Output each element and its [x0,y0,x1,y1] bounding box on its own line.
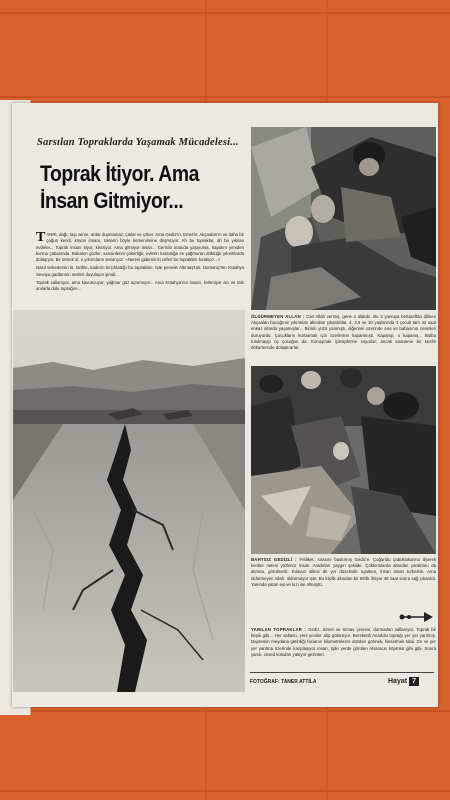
magazine-name: Hayat [388,677,408,685]
photo-credit: FOTOĞRAF: TANER ATTİLA [250,679,317,685]
credit-divider [250,672,434,673]
article-kicker: Sarsılan Topraklarda Yaşamak Mücadelesi... [37,137,239,148]
crack-photo [13,310,245,692]
caption-crowd [251,557,436,588]
intro-paragraph: Toprak sallanıyor, ama kavuncuyor, yağmur göz açtırmıyor... Ama Kütahya'nın insanı, terkmiyor acı ve tatlı anılarla dolu toprağını... [36,280,244,292]
arrow-right-icon [398,611,434,623]
caption-crowd-title: BAHTSIZ GEDİZLİ : [251,557,297,562]
caption-crack [251,627,436,658]
crowd-photo [251,366,436,554]
page-number-value: 7 [409,677,419,686]
headline-line-1: Toprak İtiyor. Ama [40,161,199,186]
caption-rescue-title: ÖLDÜRMEYEN ALLAH : [251,314,305,319]
drop-cap: T [36,230,46,245]
caption-crack-title: YARILAN TOPRAKLAR : [251,627,307,632]
caption-crack-text: Gediz, Simet ve Simav çevresi, durmadan sallanıyor. Toprak bir beşik gibi... Her sallantı, yeni yeniler alıp götürüyor. Berekettli Anadolu toprağı yer yer yarılmış. Depremin meydana getirdiği facianın kilometrelerce düzden görmek, hissetmek tabii. Ge ve yer yer yarılma üzerinde karşılaşıyor insan; tıpkı yerde görülen Alsaracıs köprüsü gibi gibi. Sonra yanık, cesed kokuları yakıyor gezinleri. [251,627,436,657]
caption-crowd-text: Felâket, sırasını bastırmış Gediz'e. Çoğundu çabuklukarına ilişerek kentler nefesi yüzlerce insan. Aradırları yaygın şekilde. Çökkıntılarda altından yaralılarıı da alınma, görülmeliz. Kılavuz silinsi de yer düzelinde uyarken, insan insan turbelsin. Ama öldürmeyen Allah, öldürmüyor işte. Bu kişilik altından bir 65'lik ihtiyar 48 saat sonra sağ çıkarıldı. Yanında yatan eşi ve kızı ise ölmüştü. [251,557,436,587]
caption-rescue [251,314,436,351]
intro-paragraph: TANRI, dağı, taşı verse, ardar duymamaz; çatlar ve çöker. Ama Gediz'in, Emet'in, Akçaalan'ın ve daha bir çoğun kendi, köyün insanı, toklarin böyle kemenilmine düşmüyor. Ah bu topraklar, ah bu yıkılan evdeler... Toprak insanı itiyor, kimsiyor. Ama gitmiyor insan... Gerisiin inanıda yaşıyorsa, hayatını yeniden kurma çabasında. Bakalım gözler, sensinlerini çökertiğii, evlerin karanlığa ve yağmuran döktüğü yıkıntılarda dolaşıyor. Bir ütmek ol, o yıkıntıların sesarıyor: «Neresi gidersin ki ceferi bu toprakları bırakıp?...» [36,230,244,263]
rescue-photo [251,127,436,310]
caption-rescue-text: Can Allah vermiş, gene o alakdır. Bu 3 yavruya bertaraftan dilinen Akçaalan bucağının yıkıntıları altından çıkarıldılar. 4, 3,5 ve 10 yaşlarında 3 çocuk tam 42 saat enkaz altında yaşamışlar... Birinin yüzü yanmıştı, diğerinin üzerinde ana ve babasının cesetleri duruyordu. Çocukların kurtarmak için üzerlerine kapanmıştı. Kapanıp, o kapanış... Bulbu tutulmayıp üç çocuğun da. Konuşmak içinsiplerine soyorlar; ancak ananeme bir kesfin dökürlerinde dolaştırarlar. [251,314,437,351]
article-headline [40,160,221,214]
headline-line-2: İnsan Gitmiyor... [40,188,184,213]
article-intro [36,232,244,295]
intro-paragraph: Nasıl terkedersin ki, tarihle, kaderin kırçıklattığı bu toprakları. İşte pervele Altıntaş'tan, Domaniç'ten Kütahya Sevaya gadlarının sesleri duyuluyor şimdi... [36,265,244,277]
page-number [388,674,419,688]
